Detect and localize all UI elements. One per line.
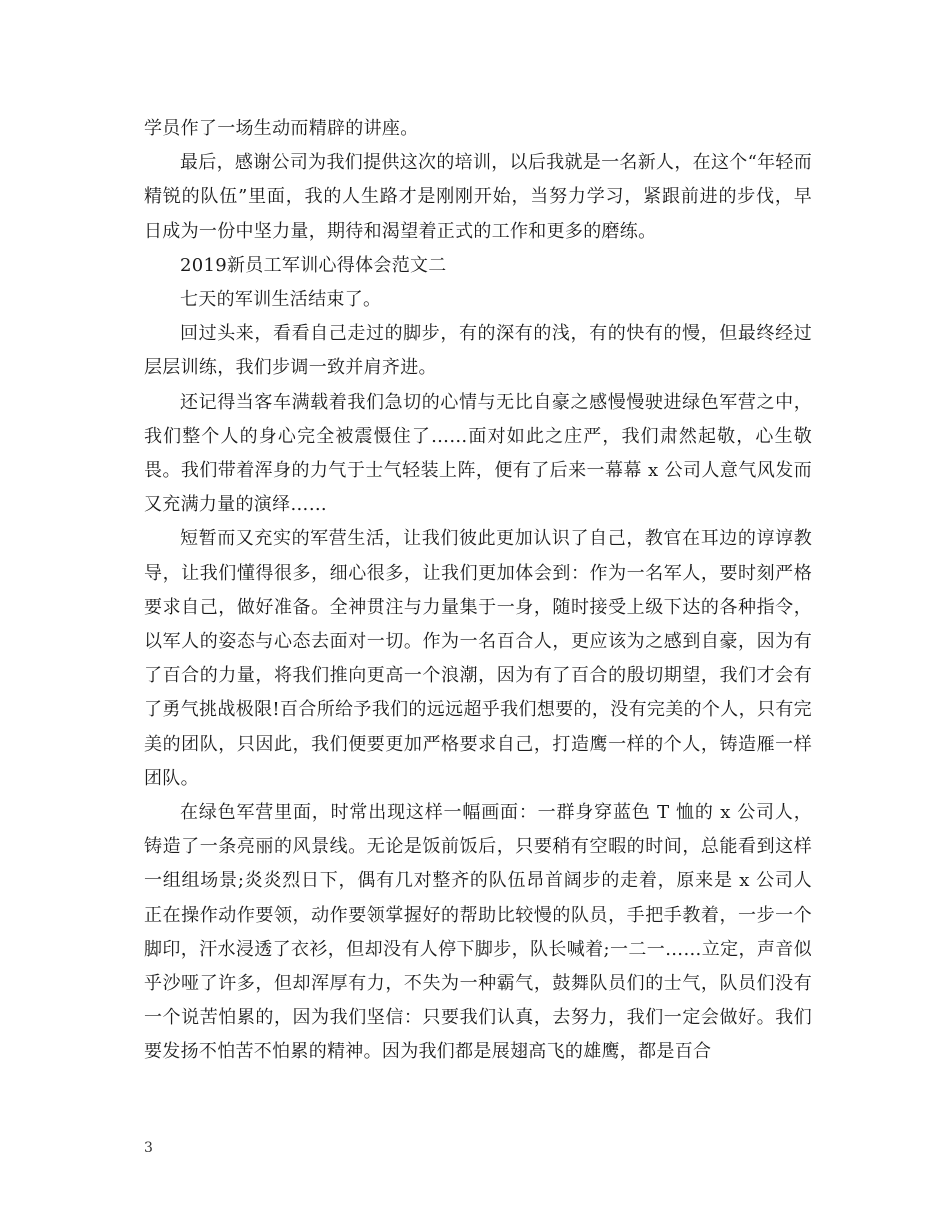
paragraph-scenery: 在绿色军营里面，时常出现这样一幅画面：一群身穿蓝色 T 恤的 x 公司人，铸造了一条亮丽的风景线。无论是饭前饭后，只要稍有空暇的时间，总能看到这样一组组场景;炎炎烈日下，偶有几对整齐的队伍昂首阔步的走着，原来是 x 公司人正在操作动作要领，动作要领掌握好的帮助比较慢的队员，手把手教着，一步一个脚印，汗水浸透了衣衫，但却没有人停下脚步，队长喊着;一二一……立定，声音似乎沙哑了许多，但却浑厚有力，不失为一种霸气，鼓舞队员们的士气，队员们没有一个说苦怕累的，因为我们坚信：只要我们认真，去努力，我们一定会做好。我们要发扬不怕苦不怕累的精神。因为我们都是展翅高飞的雄鹰，都是百合: [144, 802, 812, 1063]
document-body: [144, 112, 812, 1070]
paragraph-looking-back: 回过头来，看看自己走过的脚步，有的深有的浅，有的快有的慢，但最终经过层层训练，我们步调一致并肩齐进。: [144, 323, 812, 379]
paragraph-lecture-end: 学员作了一场生动而精辟的讲座。: [144, 118, 419, 139]
paragraph-training-ended: 七天的军训生活结束了。: [180, 289, 382, 311]
paragraph-thanks: 最后，感谢公司为我们提供这次的培训，以后我就是一名新人，在这个“年轻而精锐的队伍”里面，我的人生路才是刚刚开始，当努力学习，紧跟前进的步伐，早日成为一份中坚力量，期待和渴望着正式的工作和更多的磨练。: [144, 152, 812, 242]
page-number: 3: [144, 1140, 153, 1156]
paragraph-arrival: 还记得当客车满载着我们急切的心情与无比自豪之感慢慢驶进绿色军营之中，我们整个人的身心完全被震慑住了……面对如此之庄严，我们肃然起敬，心生敬畏。我们带着浑身的力气于士气轻装上阵，便有了后来一幕幕 x 公司人意气风发而又充满力量的演绎……: [144, 391, 812, 516]
section-heading: 2019新员工军训心得体会范文二: [180, 254, 447, 276]
paragraph-camp-life: 短暂而又充实的军营生活，让我们彼此更加认识了自己，教官在耳边的谆谆教导，让我们懂得很多，细心很多，让我们更加体会到：作为一名军人，要时刻严格要求自己，做好准备。全神贯注与力量集于一身，随时接受上级下达的各种指令，以军人的姿态与心态去面对一切。作为一名百合人，更应该为之感到自豪，因为有了百合的力量，将我们推向更高一个浪潮，因为有了百合的殷切期望，我们才会有了勇气挑战极限!百合所给予我们的远远超乎我们想要的，没有完美的个人，只有完美的团队，只因此，我们便要更加严格要求自己，打造鹰一样的个人，铸造雁一样团队。: [144, 528, 812, 789]
